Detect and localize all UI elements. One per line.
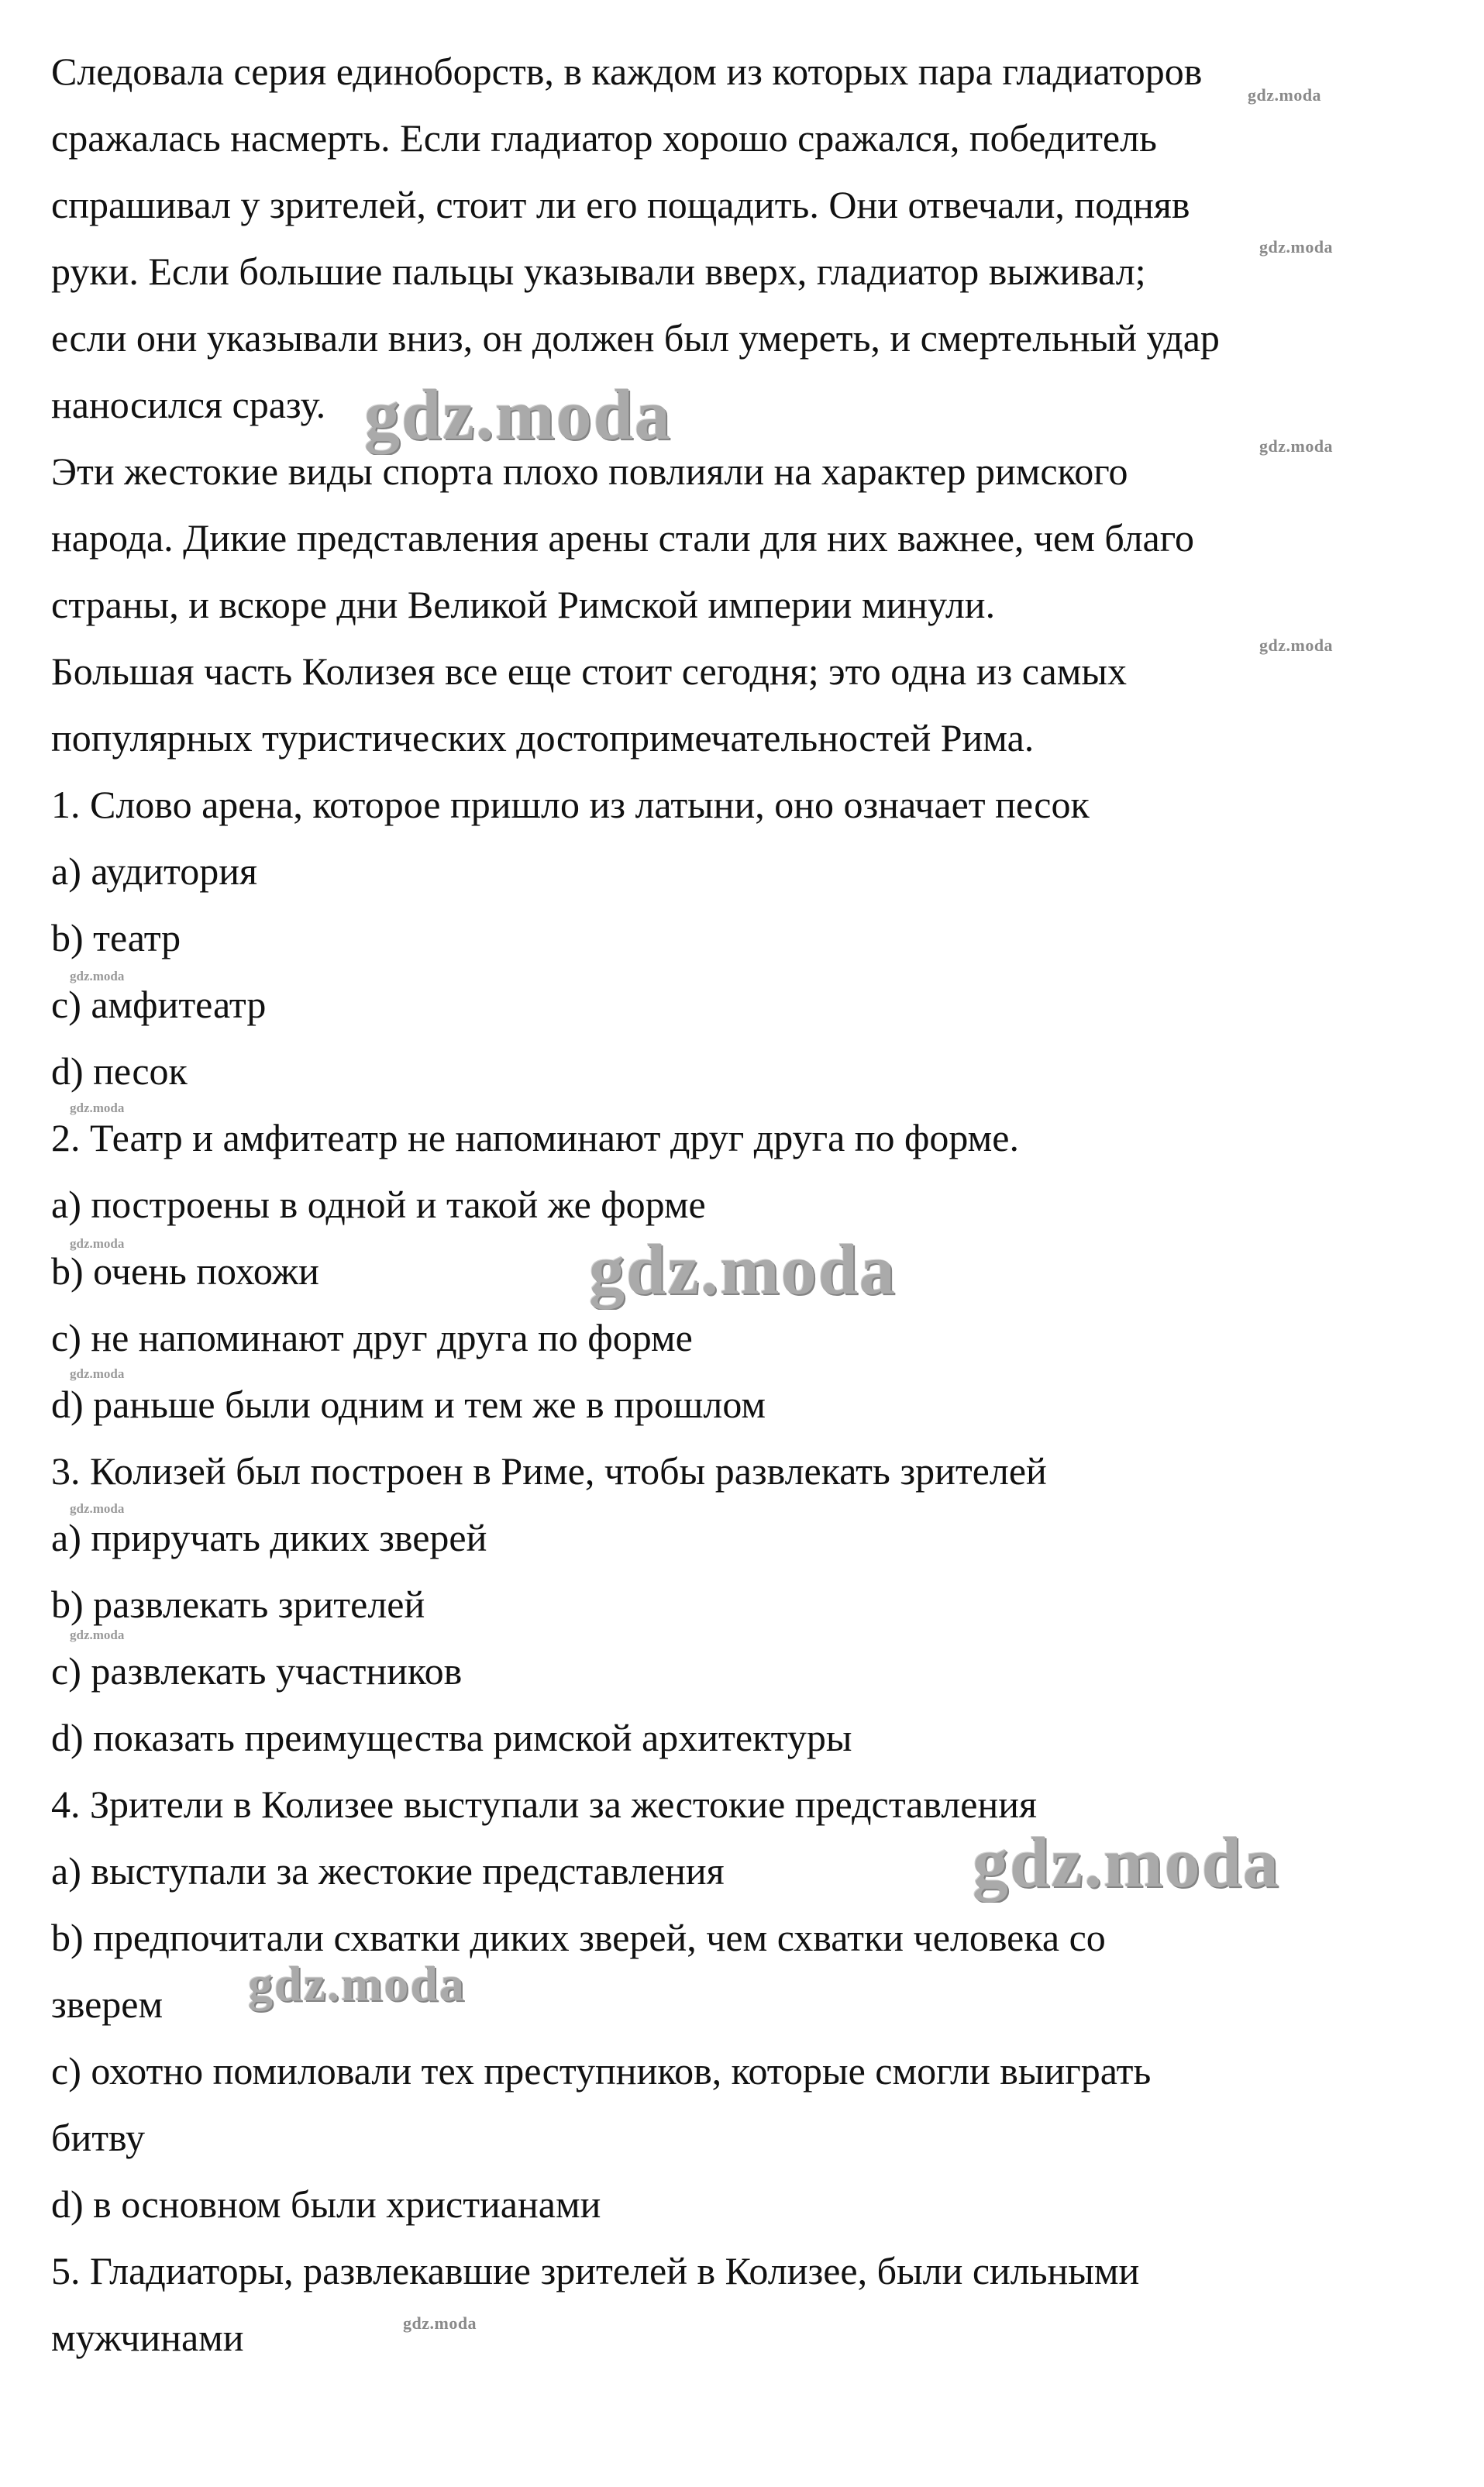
text-line: популярных туристических достопримечательностей Рима. (51, 716, 1035, 760)
watermark-tiny: gdz.moda (70, 1101, 125, 1115)
question-line: 3. Колизей был построен в Риме, чтобы развлекать зрителей (51, 1449, 1047, 1493)
watermark-large: gdz.moda (364, 375, 672, 454)
answer-option: b) предпочитали схватки диких зверей, чем схватки человека со (51, 1916, 1106, 1959)
watermark-tiny: gdz.moda (70, 1366, 125, 1381)
watermark-small: gdz.moda (1259, 436, 1334, 456)
answer-option: c) развлекать участников (51, 1649, 463, 1693)
text-line: Следовала серия единоборств, в каждом из которых пара гладиаторов (51, 50, 1203, 93)
answer-option: d) раньше были одним и тем же в прошлом (51, 1383, 766, 1426)
answer-option: d) песок (51, 1049, 188, 1093)
question-line: 2. Театр и амфитеатр не напоминают друг друга по форме. (51, 1116, 1019, 1159)
answer-option: a) аудитория (51, 849, 257, 893)
text-line: руки. Если большие пальцы указывали вверх, гладиатор выживал; (51, 250, 1146, 293)
text-line: спрашивал у зрителей, стоит ли его пощадить. Они отвечали, подняв (51, 183, 1190, 226)
answer-option: битву (51, 2116, 145, 2159)
text-line: страны, и вскоре дни Великой Римской империи минули. (51, 583, 996, 626)
question-line: 5. Гладиаторы, развлекавшие зрителей в Колизее, были сильными (51, 2249, 1140, 2292)
text-line: Эти жестокие виды спорта плохо повлияли на характер римского (51, 450, 1128, 493)
text-line: сражалась насмерть. Если гладиатор хорошо сражался, победитель (51, 116, 1157, 160)
watermark-tiny: gdz.moda (70, 1628, 125, 1642)
watermark-large: gdz.moda (589, 1230, 897, 1309)
watermark-small: gdz.moda (1259, 636, 1334, 655)
watermark-tiny: gdz.moda (70, 1236, 125, 1251)
answer-option: a) приручать диких зверей (51, 1516, 487, 1559)
watermark-tiny: gdz.moda (70, 1501, 125, 1516)
answer-option: c) охотно помиловали тех преступников, которые смогли выиграть (51, 2049, 1152, 2093)
answer-option: a) выступали за жестокие представления (51, 1849, 725, 1893)
watermark-small: gdz.moda (1259, 237, 1334, 257)
answer-option: d) в основном были христианами (51, 2182, 601, 2226)
question-line: 4. Зрители в Колизее выступали за жестокие представления (51, 1783, 1037, 1826)
answer-option: c) амфитеатр (51, 983, 267, 1026)
answer-option: a) построены в одной и такой же форме (51, 1183, 706, 1226)
answer-option: b) очень похожи (51, 1249, 319, 1293)
watermark-large: gdz.moda (248, 1956, 466, 2011)
watermark-small: gdz.moda (1248, 85, 1322, 105)
watermark-small: gdz.moda (403, 2313, 477, 2333)
text-line: народа. Дикие представления арены стали для них важнее, чем благо (51, 516, 1194, 560)
text-line: если они указывали вниз, он должен был умереть, и смертельный удар (51, 316, 1220, 360)
answer-option: c) не напоминают друг друга по форме (51, 1316, 693, 1359)
answer-option: зверем (51, 1982, 164, 2026)
watermark-tiny: gdz.moda (70, 969, 125, 983)
text-line: наносился сразу. (51, 383, 326, 426)
answer-option: мужчинами (51, 2316, 244, 2359)
text-line: Большая часть Колизея все еще стоит сегодня; это одна из самых (51, 649, 1127, 693)
watermark-large: gdz.moda (973, 1823, 1280, 1902)
answer-option: d) показать преимущества римской архитектуры (51, 1716, 852, 1759)
answer-option: b) театр (51, 916, 181, 959)
question-line: 1. Слово арена, которое пришло из латыни, оно означает песок (51, 783, 1090, 826)
answer-option: b) развлекать зрителей (51, 1583, 425, 1626)
